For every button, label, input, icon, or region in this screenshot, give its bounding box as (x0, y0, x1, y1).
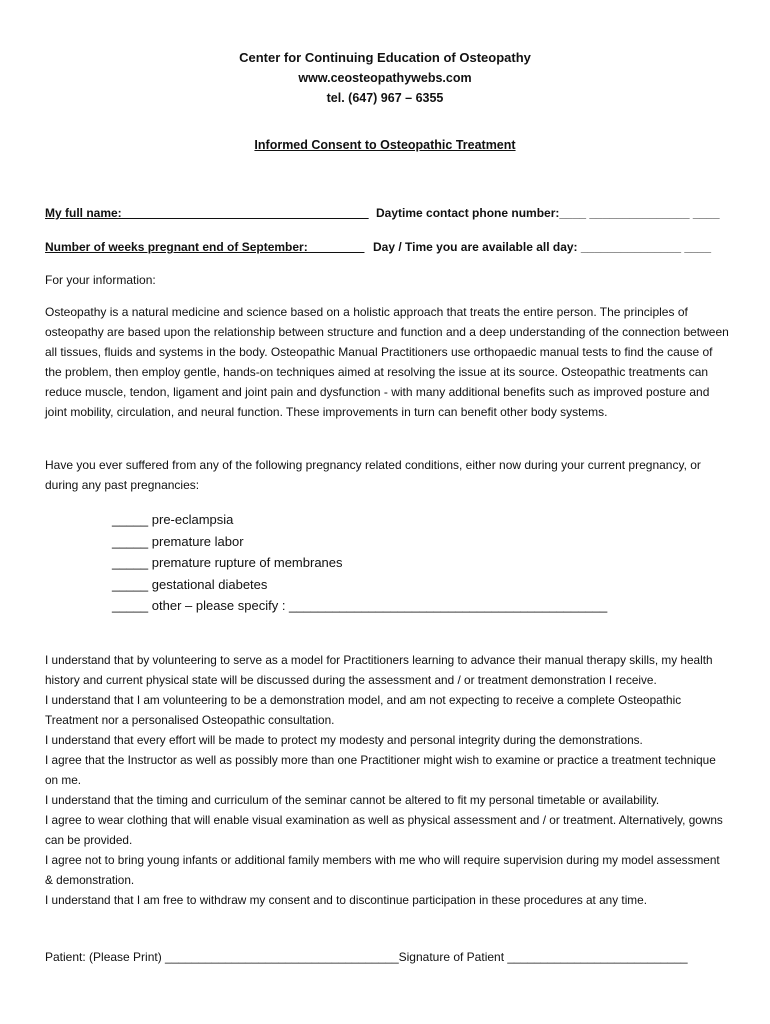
statement-withdraw: I understand that I am free to withdraw my consent and to discontinue participation in these procedures at any time. (45, 893, 647, 907)
statement-clothing: I agree to wear clothing that will enable visual examination as well as physical assessment and / or treatment. Alternatively, gowns can be provided. (45, 813, 723, 847)
condition-premature-rupture[interactable]: _____ premature rupture of membranes (112, 555, 343, 570)
patient-signature-line[interactable]: Patient: (Please Print) ___________________________________Signature of Patient ___________________________ (45, 950, 688, 964)
condition-pre-eclampsia[interactable]: _____ pre-eclampsia (112, 512, 234, 527)
statement-timing: I understand that the timing and curriculum of the seminar cannot be altered to fit my personal timetable or availability. (45, 793, 660, 807)
availability-field[interactable]: Day / Time you are available all day: _______________ ____ (373, 240, 712, 254)
conditions-list (112, 509, 607, 617)
statement-examination: I agree that the Instructor as well as possibly more than one Practitioner might wish to examine or practice a treatment technique on me. (45, 753, 716, 787)
website-link[interactable]: www.ceosteopathywebs.com (298, 71, 472, 85)
contact-fields-row (45, 206, 725, 220)
daytime-phone-field[interactable]: Daytime contact phone number:____ _______________ ____ (376, 206, 720, 220)
phone-number: tel. (647) 967 – 6355 (326, 91, 444, 105)
condition-other[interactable]: _____ other – please specify : ____________________________________________ (112, 598, 608, 613)
condition-premature-labor[interactable]: _____ premature labor (112, 533, 244, 549)
conditions-question: Have you ever suffered from any of the following pregnancy related conditions, either now during your current pregnancy, or during any past pregnancies: (45, 458, 701, 492)
full-name-field[interactable]: My full name:_______________ ______ _______________ (45, 206, 369, 220)
info-intro: For your information: (45, 273, 156, 287)
consent-statements (45, 650, 729, 910)
statement-no-infants: I agree not to bring young infants or additional family members with me who will require supervision during my model assessment & demonstration. (45, 853, 720, 887)
form-title: Informed Consent to Osteopathic Treatment (254, 138, 516, 152)
statement-demonstration: I understand that I am volunteering to be a demonstration model, and am not expecting to receive a complete Osteopathic Treatment nor a personalised Osteopathic consultation. (45, 693, 682, 727)
organization-name: Center for Continuing Education of Osteopathy (239, 50, 531, 65)
pregnancy-availability-row (45, 240, 725, 254)
statement-volunteer-model: I understand that by volunteering to serve as a model for Practitioners learning to advance their manual therapy skills, my health history and current physical state will be discussed during the assessment and / or treatment demonstration I receive. (45, 653, 713, 687)
weeks-pregnant-field[interactable]: Number of weeks pregnant end of September: ________ (45, 240, 365, 254)
condition-gestational-diabetes[interactable]: _____ gestational diabetes (112, 576, 268, 592)
osteopathy-description: Osteopathy is a natural medicine and science based on a holistic approach that treats the entire person. The principles of osteopathy are based upon the relationship between structure and function and a deep understanding of the connection between all tissues, fluids and systems in the body. Osteopathic Manual Practitioners use orthopaedic manual tests to find the cause of the problem, then employ gentle, hands-on techniques aimed at resolving the issue at its source. Osteopathic treatments can reduce muscle, tendon, ligament and joint pain and dysfunction - with many additional benefits such as improved posture and joint mobility, circulation, and neural function. These improvements in turn can benefit other body systems. (45, 305, 729, 419)
statement-modesty: I understand that every effort will be made to protect my modesty and personal integrity during the demonstrations. (45, 733, 643, 747)
